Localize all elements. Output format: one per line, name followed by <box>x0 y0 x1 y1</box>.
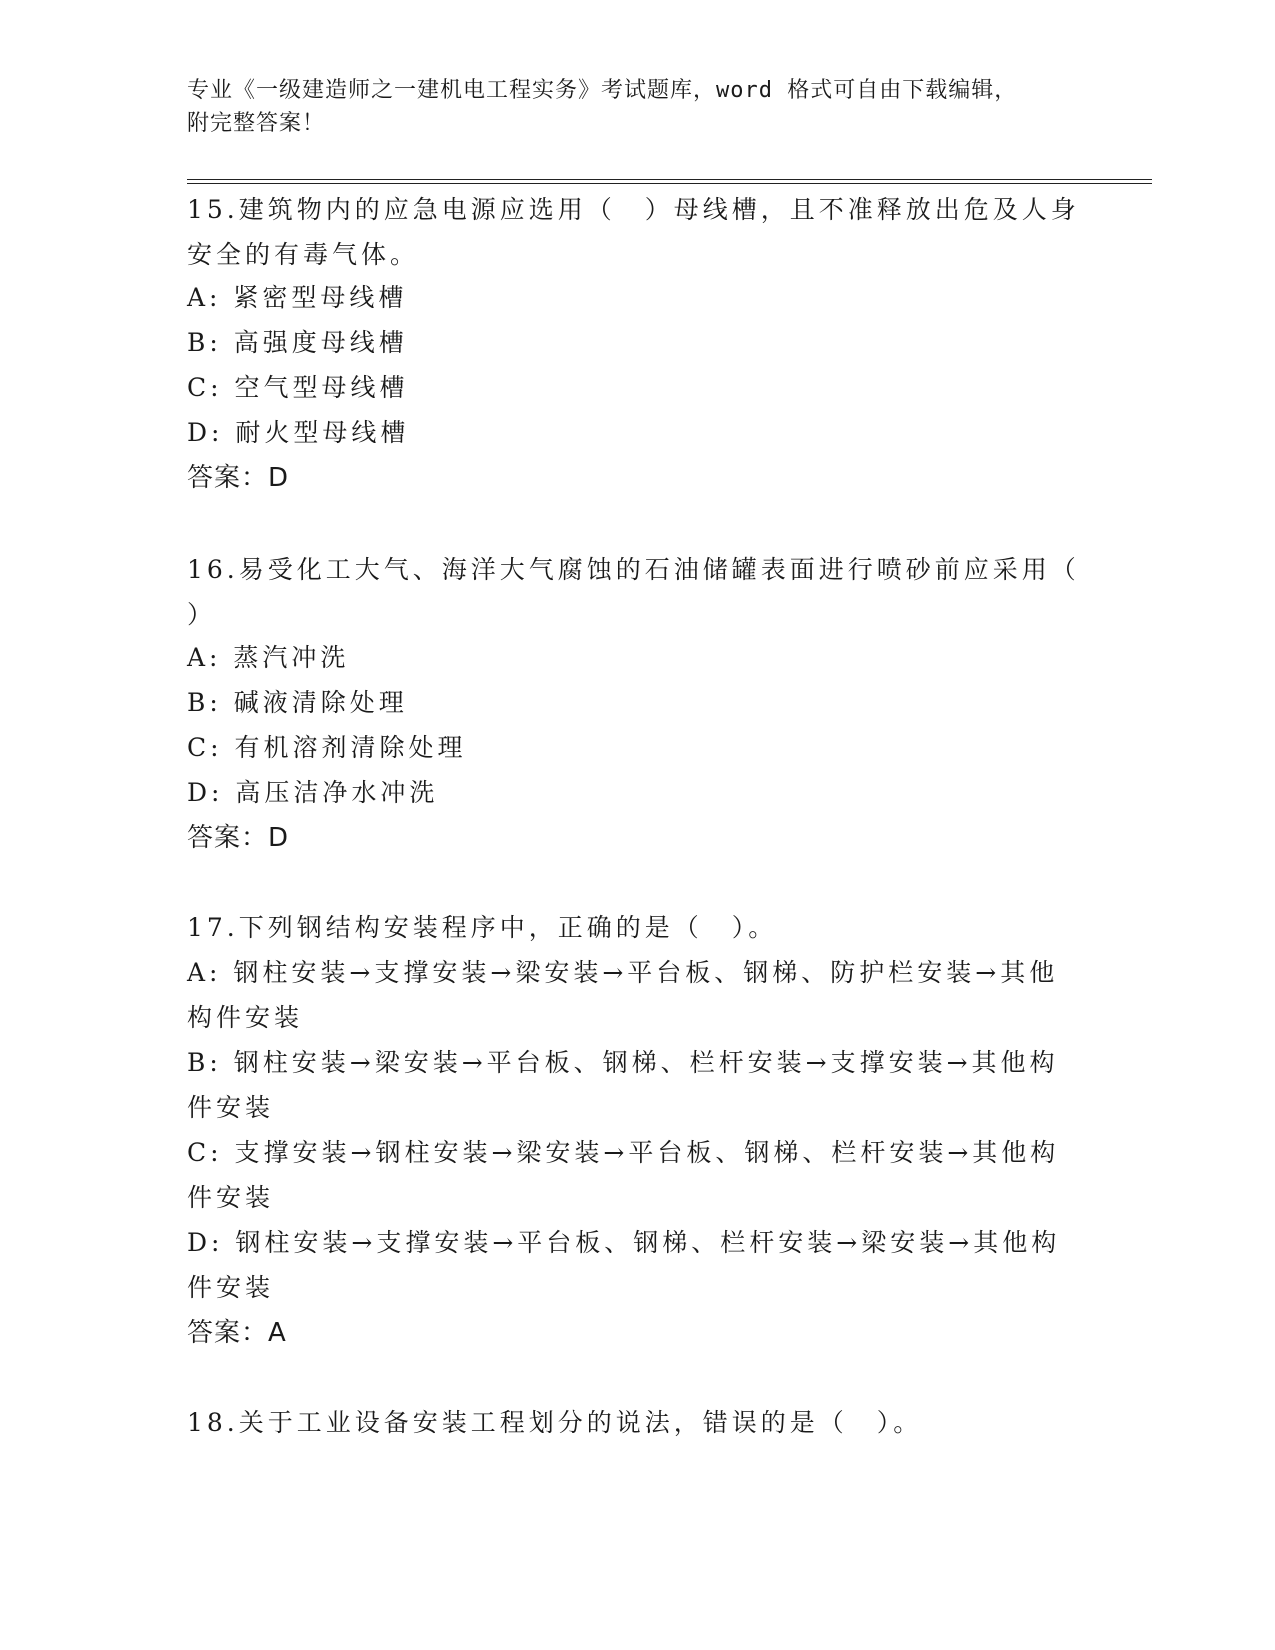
question-15-option-b: B: 高强度母线槽 <box>187 328 408 357</box>
question-16-option-d: D: 高压洁净水冲洗 <box>187 778 439 807</box>
header-line-1: 专业《一级建造师之一建机电工程实务》考试题库，word 格式可自由下载编辑， <box>187 78 1018 103</box>
question-15-option-d: D: 耐火型母线槽 <box>187 418 410 447</box>
question-17-option-a-line-1: A: 钢柱安装→支撑安装→梁安装→平台板、钢梯、防护栏安装→其他 <box>187 958 1059 987</box>
question-15-option-c: C: 空气型母线槽 <box>187 373 409 402</box>
question-16-option-b: B: 碱液清除处理 <box>187 688 408 717</box>
header-divider-bottom <box>187 183 1152 184</box>
header-divider-top <box>187 179 1152 180</box>
question-16-stem-line-1: 16.易受化工大气、海洋大气腐蚀的石油储罐表面进行喷砂前应采用（ <box>187 555 1080 584</box>
question-17-option-c-line-1: C: 支撑安装→钢柱安装→梁安装→平台板、钢梯、栏杆安装→其他构 <box>187 1138 1060 1167</box>
question-17-answer: 答案：A <box>187 1318 287 1348</box>
question-16-option-a: A: 蒸汽冲洗 <box>187 643 350 672</box>
question-17-option-b-line-2: 件安装 <box>187 1093 275 1122</box>
question-15-stem-line-1: 15.建筑物内的应急电源应选用（ ）母线槽，且不准释放出危及人身 <box>187 195 1080 224</box>
question-15-answer: 答案：D <box>187 463 290 493</box>
header-line-2: 附完整答案！ <box>187 111 326 136</box>
question-17-option-d-line-1: D: 钢柱安装→支撑安装→平台板、钢梯、栏杆安装→梁安装→其他构 <box>187 1228 1061 1257</box>
question-17-stem: 17.下列钢结构安装程序中，正确的是（ ）。 <box>187 913 778 942</box>
question-16-option-c: C: 有机溶剂清除处理 <box>187 733 467 762</box>
question-15-option-a: A: 紧密型母线槽 <box>187 283 408 312</box>
question-16-stem-line-2: ） <box>187 600 217 629</box>
question-17-option-d-line-2: 件安装 <box>187 1273 275 1302</box>
question-16-answer: 答案：D <box>187 823 290 853</box>
question-17-option-a-line-2: 构件安装 <box>187 1003 304 1032</box>
question-18-stem: 18.关于工业设备安装工程划分的说法，错误的是（ ）。 <box>187 1408 923 1437</box>
question-15-stem-line-2: 安全的有毒气体。 <box>187 240 420 269</box>
document-header <box>187 74 1067 140</box>
question-17-option-c-line-2: 件安装 <box>187 1183 275 1212</box>
question-17-option-b-line-1: B: 钢柱安装→梁安装→平台板、钢梯、栏杆安装→支撑安装→其他构 <box>187 1048 1059 1077</box>
